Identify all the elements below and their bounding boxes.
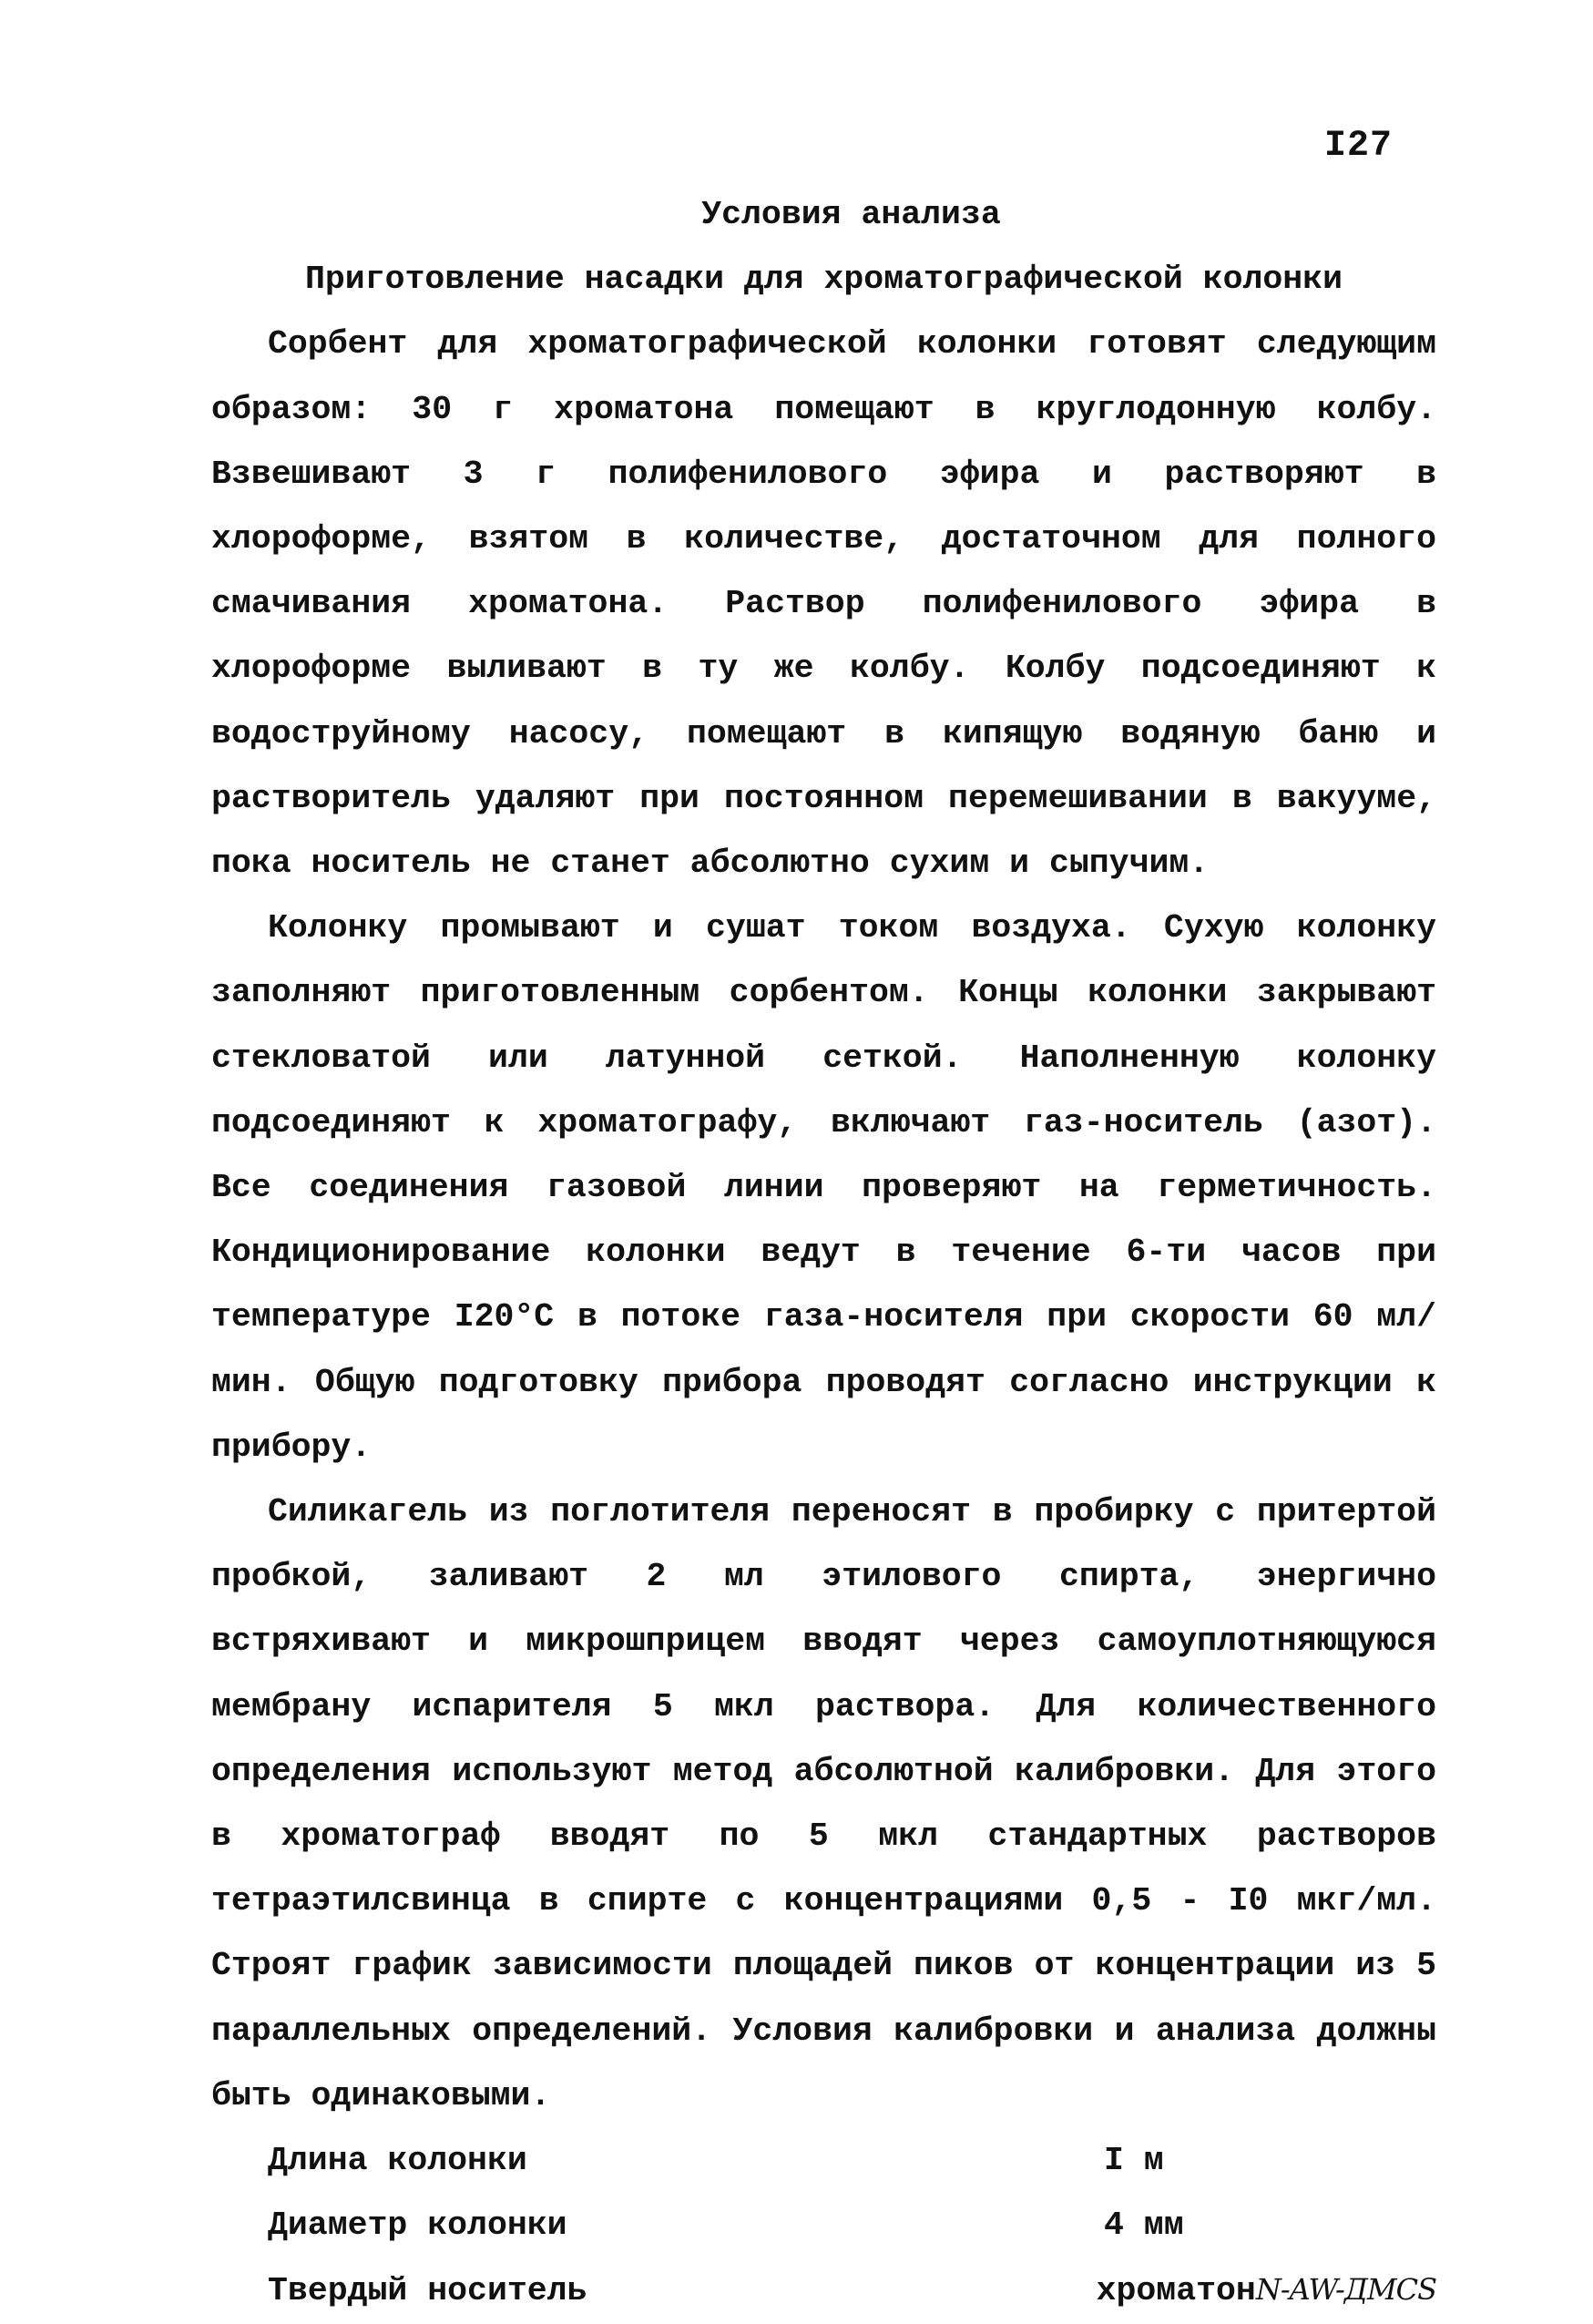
parameter-name: Длина колонки <box>268 2142 527 2180</box>
parameter-row <box>211 2128 1436 2193</box>
document-body <box>211 182 1436 2323</box>
handwritten-annotation: N-AW-ДМСS <box>1255 2272 1436 2308</box>
parameter-value: I м <box>1104 2142 1164 2180</box>
parameter-row <box>211 2257 1436 2322</box>
page-number: I27 <box>1323 126 1393 167</box>
parameter-value-typed: хроматон <box>1096 2272 1256 2310</box>
paragraph-analysis-procedure: Силикагель из поглотителя переносят в пробирку с притертой пробкой, заливают 2 мл этилового спирта, энергично встряхивают и микрошприцем вводят через самоуплотняющуюся мембрану испарителя 5 мкл раствора. Для количественного определения используют метод абсолютной калибровки. Для этого в хроматограф вводят по 5 мкл стандартных растворов тетраэтилсвинца в спирте с концентрациями 0,5 - I0 мкг/мл. Строят график зависимости площадей пиков от концентрации из 5 параллельных определений. Условия калибровки и анализа должны быть одинаковыми. <box>211 1493 1436 2114</box>
subsection-title: Приготовление насадки для хроматографической колонки <box>305 261 1343 299</box>
parameter-value <box>1097 2257 1436 2323</box>
column-parameters <box>211 2128 1436 2323</box>
parameter-value: 4 мм <box>1104 2206 1184 2245</box>
parameter-row <box>211 2193 1436 2257</box>
parameter-name: Диаметр колонки <box>268 2206 567 2245</box>
section-title: Условия анализа <box>701 196 1001 233</box>
parameter-name: Твердый носитель <box>268 2272 587 2310</box>
paragraph-column-filling: Колонку промывают и сушат током воздуха. Сухую колонку заполняют приготовленным сорбентом. Концы колонки закрывают стекловатой или латунной сеткой. Наполненную колонку подсоединяют к хроматографу, включают газ-носитель (азот). Все соединения газовой линии проверяют на герметичность. Кондиционирование колонки ведут в течение 6-ти часов при температуре I20°С в потоке газа-носителя при скорости 60 мл/мин. Общую подготовку прибора проводят согласно инструкции к прибору. <box>211 909 1436 1466</box>
paragraph-sorbent-preparation: Сорбент для хроматографической колонки готовят следующим образом: 30 г хроматона помещают в круглодонную колбу. Взвешивают 3 г полифенилового эфира и растворяют в хлороформе, взятом в количестве, достаточном для полного смачивания хроматона. Раствор полифенилового эфира в хлороформе выливают в ту же колбу. Колбу подсоединяют к водоструйному насосу, помещают в кипящую водяную баню и растворитель удаляют при постоянном перемешивании в вакууме, пока носитель не станет абсолютно сухим и сыпучим. <box>211 325 1436 883</box>
